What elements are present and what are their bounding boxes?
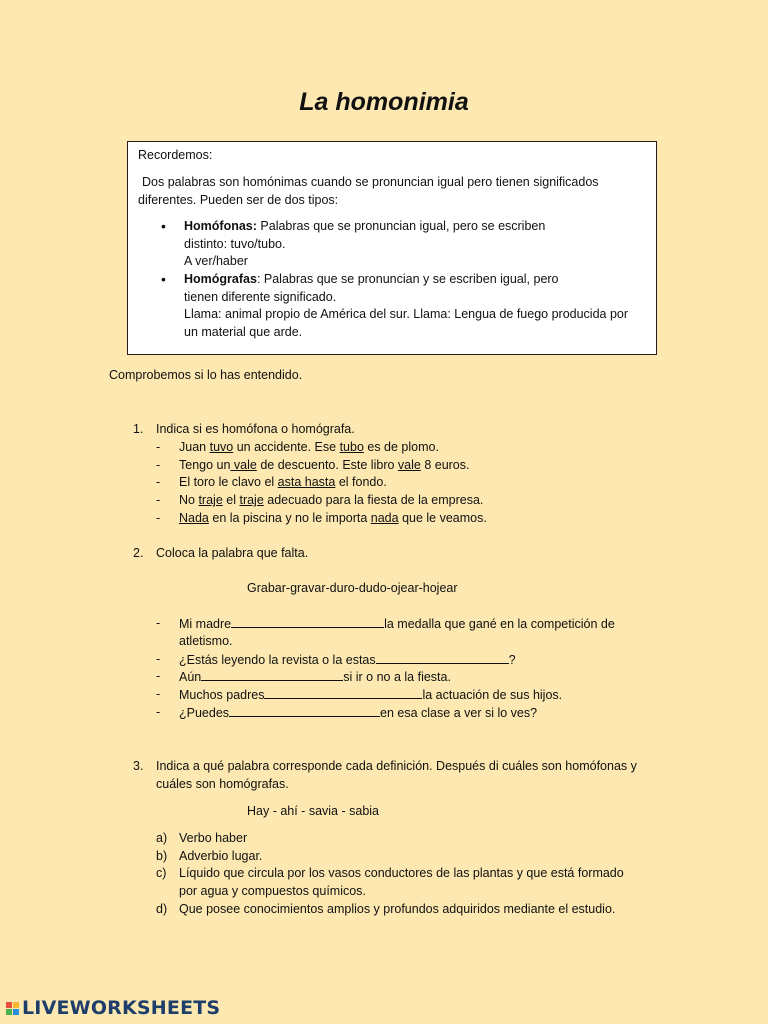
- fill-item: Aún si ir o no a la fiesta.: [179, 670, 451, 684]
- section-number: 1.: [133, 422, 144, 436]
- fill-item: ¿Puedes en esa clase a ver si lo ves?: [179, 706, 538, 720]
- blank-field[interactable]: [264, 686, 422, 699]
- dash-icon: -: [156, 687, 161, 701]
- item-label: c): [156, 866, 167, 880]
- section1-title: Indica si es homófona o homógrafa.: [156, 422, 355, 436]
- blank-field[interactable]: [201, 668, 343, 681]
- liveworksheets-logo[interactable]: [6, 995, 220, 1021]
- section3-title-line1: Indica a qué palabra corresponde cada definición. Después di cuáles son homófonas y: [156, 759, 637, 773]
- section3-title-line2: cuáles son homógrafas.: [156, 777, 289, 791]
- box-intro: Dos palabras son homónimas cuando se pronuncian igual pero tienen significados diferentes. Pueden ser de dos tipos:: [138, 175, 599, 207]
- blank-field[interactable]: [229, 704, 380, 717]
- logo-icon: [6, 1002, 19, 1015]
- list-item: Tengo un vale de descuento. Este libro vale 8 euros.: [179, 458, 470, 472]
- dash-icon: -: [156, 440, 161, 454]
- definition-item: Verbo haber: [179, 831, 248, 845]
- page-title: La homonimia: [299, 88, 469, 116]
- box-item-homografas: Homógrafas: Palabras que se pronuncian y se escriben igual, pero tienen diferente significado. Llama: animal propio de América del sur. Llama: Lengua de fuego producida por un material que arde.: [184, 272, 629, 339]
- reminder-box: [127, 141, 657, 355]
- fill-item: Muchos padres la actuación de sus hijos.: [179, 688, 563, 702]
- definition-item: Que posee conocimientos amplios y profundos adquiridos mediante el estudio.: [179, 902, 616, 916]
- intro-line: Comprobemos si lo has entendido.: [109, 368, 303, 382]
- definition-item: Líquido que circula por los vasos conductores de las plantas y que está formado: [179, 866, 624, 880]
- section-number: 3.: [133, 759, 144, 773]
- section-number: 2.: [133, 546, 144, 560]
- box-heading: Recordemos:: [138, 148, 213, 162]
- list-item: El toro le clavo el asta hasta el fondo.: [179, 475, 387, 489]
- item-label: b): [156, 849, 168, 863]
- blank-field[interactable]: [231, 615, 384, 628]
- list-item: Nada en la piscina y no le importa nada que le veamos.: [179, 511, 487, 525]
- box-item-homofonas: Homófonas: Palabras que se pronuncian igual, pero se escriben distinto: tuvo/tubo. A ver/haber: [184, 219, 546, 268]
- dash-icon: -: [156, 458, 161, 472]
- definition-item: Adverbio lugar.: [179, 849, 263, 863]
- term-label: Homógrafas: [184, 272, 257, 286]
- dash-icon: -: [156, 616, 161, 630]
- logo-text: LIVEWORKSHEETS: [22, 997, 221, 1019]
- fill-item: ¿Estás leyendo la revista o la estas ?: [179, 653, 516, 667]
- list-item: No traje el traje adecuado para la fiesta de la empresa.: [179, 493, 484, 507]
- bullet-icon: •: [161, 271, 166, 287]
- dash-icon: -: [156, 475, 161, 489]
- item-label: a): [156, 831, 168, 845]
- fill-item: Mi madre la medalla que gané en la competición de: [179, 617, 615, 631]
- dash-icon: -: [156, 511, 161, 525]
- dash-icon: -: [156, 705, 161, 719]
- fill-item-continuation: atletismo.: [179, 634, 233, 648]
- item-label: d): [156, 902, 168, 916]
- word-bank: Grabar-gravar-duro-dudo-ojear-hojear: [247, 581, 458, 595]
- section2-title: Coloca la palabra que falta.: [156, 546, 309, 560]
- definition-item-continuation: por agua y compuestos químicos.: [179, 884, 366, 898]
- bullet-icon: •: [161, 218, 166, 234]
- blank-field[interactable]: [376, 651, 509, 664]
- term-label: Homófonas:: [184, 219, 257, 233]
- dash-icon: -: [156, 493, 161, 507]
- word-bank: Hay - ahí - savia - sabia: [247, 804, 379, 818]
- dash-icon: -: [156, 652, 161, 666]
- list-item: Juan tuvo un accidente. Ese tubo es de plomo.: [179, 440, 439, 454]
- dash-icon: -: [156, 669, 161, 683]
